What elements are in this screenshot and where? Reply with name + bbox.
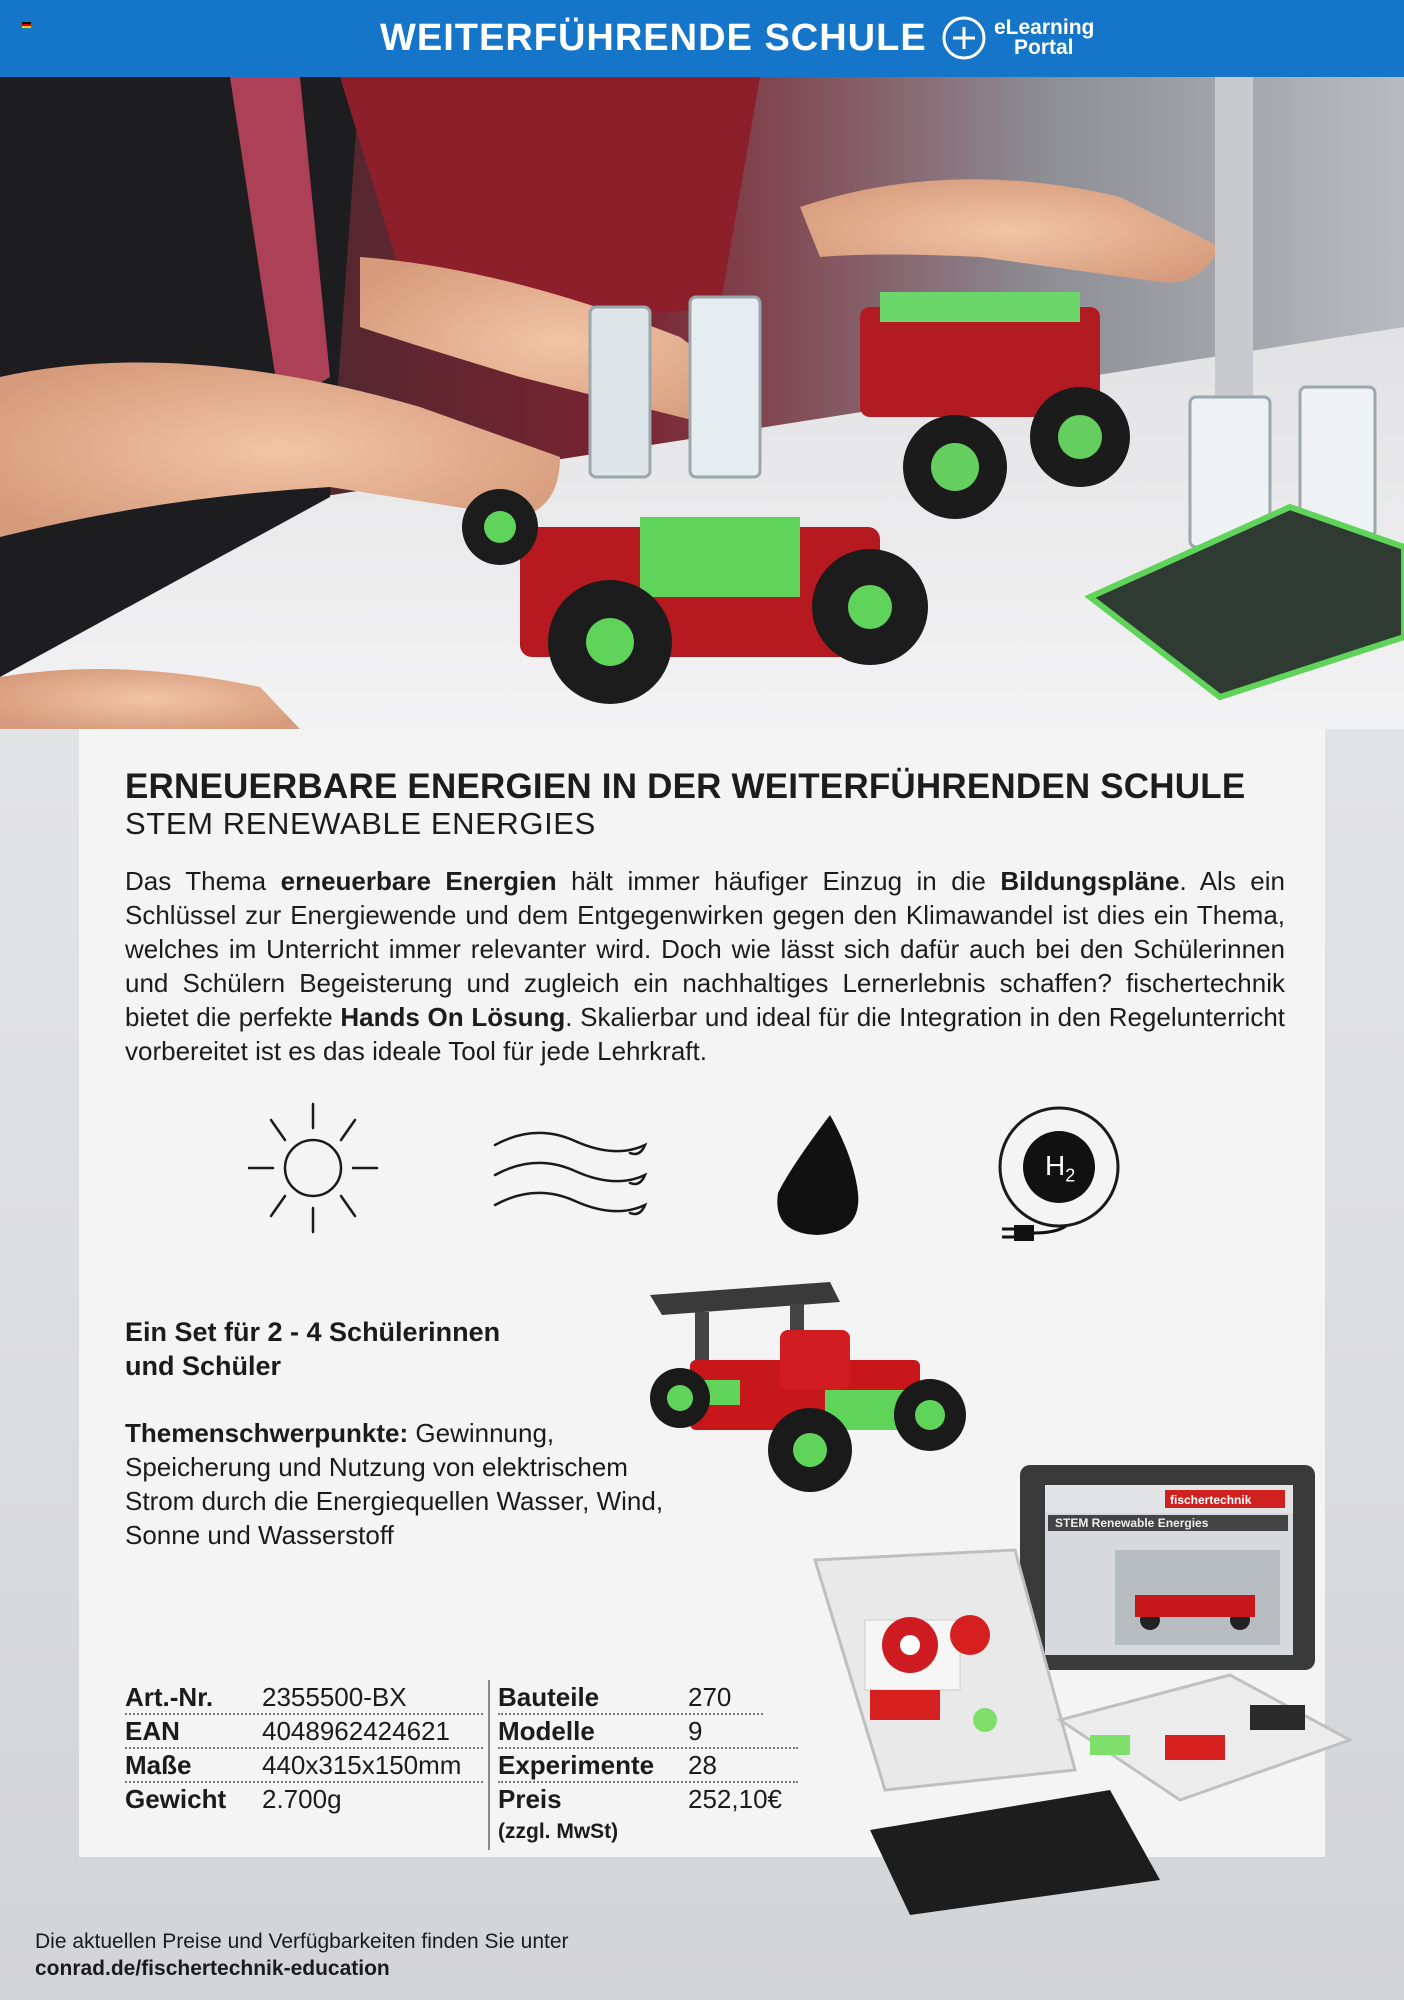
intro-paragraph bbox=[125, 864, 1285, 1068]
spec-label: EAN bbox=[125, 1715, 180, 1746]
kit-box-image bbox=[810, 1460, 1370, 1920]
header-title: WEITERFÜHRENDE SCHULE bbox=[380, 17, 927, 59]
tax-note: (zzgl. MwSt) bbox=[498, 1820, 619, 1843]
spec-row bbox=[498, 1714, 782, 1748]
spec-value: 440x315x150mm bbox=[262, 1749, 462, 1780]
spec-divider bbox=[125, 1713, 483, 1715]
spec-value: 2355500-BX bbox=[262, 1681, 407, 1712]
spec-divider bbox=[125, 1781, 483, 1783]
intro-bold-2: Bildungspläne bbox=[1000, 866, 1180, 896]
spec-label: Gewicht bbox=[125, 1783, 227, 1814]
themes-label: Themenschwerpunkte: bbox=[125, 1418, 409, 1448]
spec-label: Modelle bbox=[498, 1715, 595, 1746]
spec-divider bbox=[498, 1713, 763, 1715]
set-title bbox=[125, 1315, 500, 1383]
spec-row bbox=[498, 1748, 782, 1782]
box-brand: fischertechnik bbox=[1170, 1493, 1252, 1507]
plus-circle-icon bbox=[940, 14, 988, 62]
set-line-2: und Schüler bbox=[125, 1351, 282, 1381]
spec-value: 28 bbox=[688, 1749, 717, 1780]
footer-link[interactable]: conrad.de/fischertechnik-education bbox=[35, 1957, 390, 1980]
spec-row bbox=[125, 1748, 461, 1782]
header-bar bbox=[0, 0, 1404, 77]
spec-divider bbox=[498, 1747, 798, 1749]
footer-text: Die aktuellen Preise und Verfügbarkeiten finden Sie unter bbox=[35, 1930, 569, 1953]
spec-row bbox=[125, 1714, 461, 1748]
german-flag-icon bbox=[22, 22, 31, 28]
spec-value: 252,10€ bbox=[688, 1783, 782, 1814]
water-drop-icon bbox=[770, 1113, 865, 1238]
hero-photo bbox=[0, 77, 1404, 729]
spec-separator bbox=[488, 1680, 490, 1850]
intro-text-3: . Als ein Schlüssel zur Energiewende und dem Entgegenwirken gegen den Klimawandel ist dies ein Thema, welches im Unterricht immer relevanter wird. Doch wie lässt sich dafür auch bei den Schülerinnen und Schülern Begeisterung und zugleich ein nachhaltiges Lernerlebnis schaffen? fischertechnik bietet die perfekte bbox=[125, 866, 1285, 1032]
intro-text-1: Das Thema bbox=[125, 866, 281, 896]
spec-value: 270 bbox=[688, 1681, 732, 1712]
intro-bold-3: Hands On Lösung bbox=[340, 1002, 566, 1032]
spec-label: Art.-Nr. bbox=[125, 1681, 214, 1712]
spec-divider bbox=[498, 1781, 798, 1783]
elearning-label: eLearning bbox=[994, 16, 1095, 39]
spec-value: 2.700g bbox=[262, 1783, 342, 1814]
spec-label: Preis bbox=[498, 1783, 562, 1814]
intro-text-4: . Skalierbar und ideal für die Integration in den Regelunterricht vorbereitet ist es das ideale Tool für jede Lehrkraft. bbox=[125, 1002, 1286, 1066]
spec-row bbox=[498, 1680, 782, 1714]
hydrogen-subscript: 2 bbox=[1065, 1165, 1076, 1186]
spec-value: 9 bbox=[688, 1715, 703, 1746]
themes-paragraph bbox=[125, 1416, 685, 1552]
set-line-1: Ein Set für 2 - 4 Schülerinnen bbox=[125, 1317, 501, 1347]
article-heading: ERNEUERBARE ENERGIEN IN DER WEITERFÜHRENDEN SCHULE bbox=[125, 767, 1246, 806]
portal-label: Portal bbox=[1014, 36, 1074, 59]
spec-label: Experimente bbox=[498, 1749, 655, 1780]
article-subheading: STEM RENEWABLE ENERGIES bbox=[125, 806, 596, 841]
spec-divider bbox=[125, 1747, 483, 1749]
footer bbox=[35, 1928, 569, 1982]
sun-icon bbox=[245, 1100, 381, 1236]
hydrogen-label: $H_2$ bbox=[1045, 1150, 1076, 1186]
spec-label: Bauteile bbox=[498, 1681, 600, 1712]
box-title: STEM Renewable Energies bbox=[1055, 1516, 1209, 1530]
spec-row bbox=[125, 1680, 461, 1714]
themes-text: Gewinnung, Speicherung und Nutzung von elektrischem Strom durch die Energiequellen Wasser, Wind, Sonne und Wasserstoff bbox=[125, 1418, 664, 1550]
spec-value: 4048962424621 bbox=[262, 1715, 450, 1746]
spec-row bbox=[125, 1782, 461, 1816]
elearning-portal-logo[interactable] bbox=[940, 4, 1094, 72]
spec-label: Maße bbox=[125, 1749, 192, 1780]
spec-row bbox=[498, 1782, 782, 1816]
energy-icons-row bbox=[0, 1095, 1404, 1255]
intro-bold-1: erneuerbare Energien bbox=[280, 866, 557, 896]
intro-text-2: hält immer häufiger Einzug in die bbox=[556, 866, 1001, 896]
wind-icon bbox=[490, 1123, 650, 1223]
